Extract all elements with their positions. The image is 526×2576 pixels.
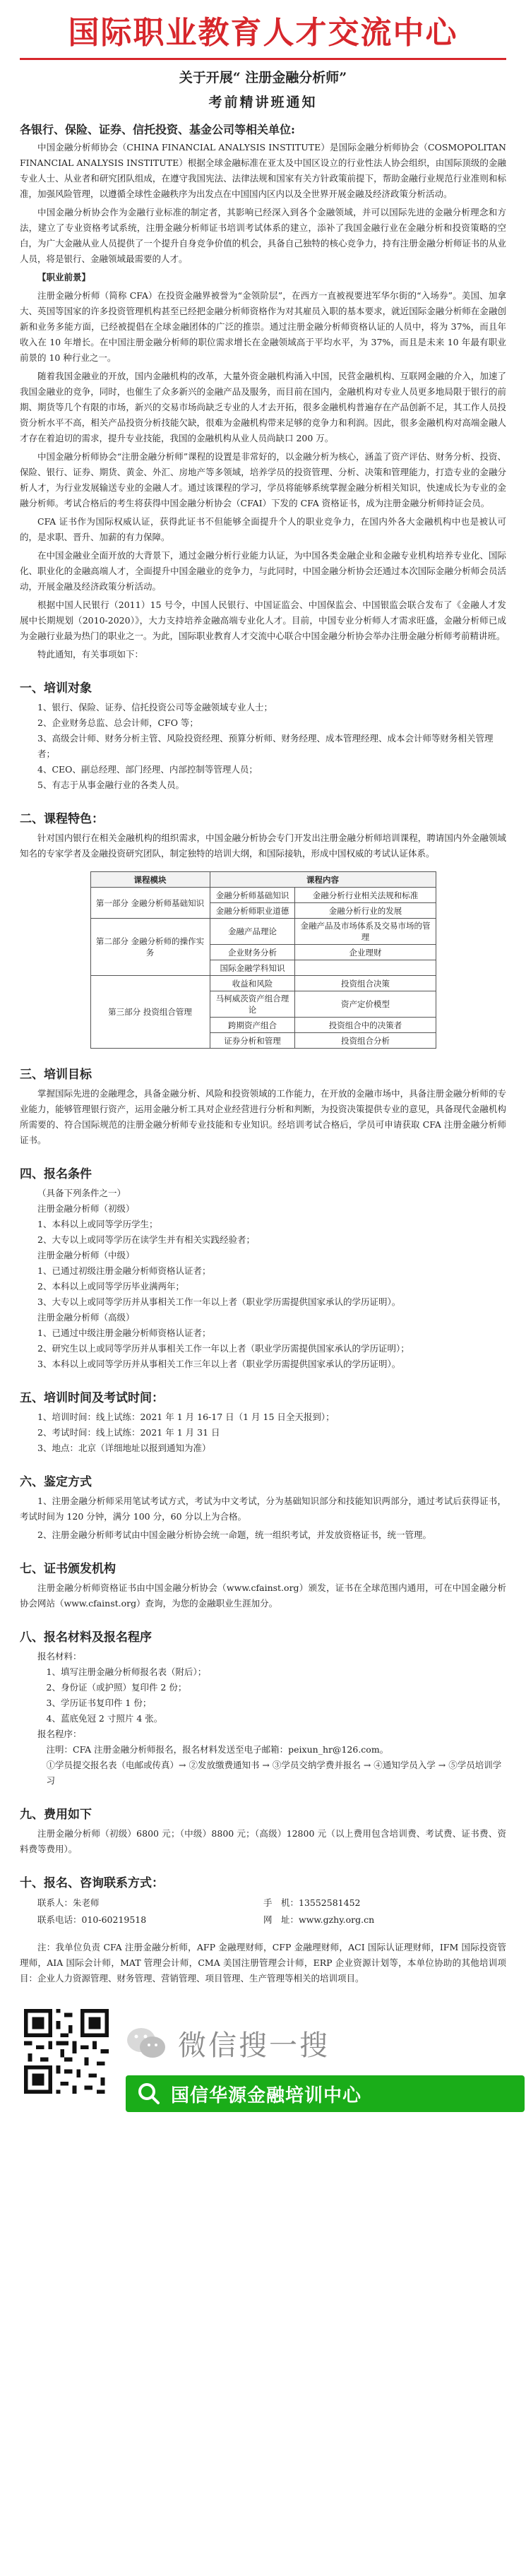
condition-item: 2、本科以上或同等学历毕业满两年； — [37, 1281, 184, 1292]
contact-website[interactable]: 网 址：www.gzhy.org.cn — [263, 1914, 375, 1925]
procedure-title: 报名程序： — [37, 1729, 82, 1739]
course-cell: 跨期资产组合 — [210, 1018, 295, 1033]
wechat-search-label — [126, 2023, 330, 2063]
intro-paragraph: 中国金融分析协会作为金融行业标准的制定者，其影响已经深入到各个金融领域，并可以国际先进的金融分析理念和方法，建立了专业资格考试系统，注册金融分析师证书培训考试体系的建立，添补了我国金融行业在金融分析和投资策略的空白，为广大金融从业人员提供了一个提升自身竞争价值的机会，具备自己独特的核心竞争力，持有注册金融分析师证书的从业人员，将是银行、金融领域最需要的人才。 — [20, 207, 506, 264]
section-heading-assessment: 六、鉴定方式 — [20, 1475, 92, 1489]
course-module-name: 第三部分 投资组合管理 — [90, 976, 210, 1049]
course-cell: 金融分析行业的发展 — [295, 903, 436, 919]
schedule-item: 2、考试时间：线上试练：2021 年 1 月 31 日 — [37, 1427, 220, 1438]
target-item: 5、有志于从事金融行业的各类人员。 — [37, 780, 184, 790]
intro-paragraph: 特此通知，有关事项如下： — [37, 649, 144, 660]
section-heading-targets: 一、培训对象 — [20, 681, 92, 696]
section-heading-conditions: 四、报名条件 — [20, 1167, 92, 1181]
goal-text: 掌握国际先进的金融理念，具备金融分析、风险和投资领域的工作能力，在开放的金融市场中，具备注册金融分析师的专业能力，能够管理银行资产，运用金融分析工具对企业经营进行分析和判断，为投资决策提供专业的意见，具备现代金融机构所需要的、符合国际规范的注册金融分析师专业技能和专业知识。经培训考试合格后，学员可申请获取 CFA 注册金融分析师证书。 — [20, 1088, 506, 1145]
section-heading-materials: 八、报名材料及报名程序 — [20, 1630, 152, 1645]
course-table-header-content: 课程内容 — [210, 872, 436, 888]
intro-paragraph: 在中国金融业全面开放的大背景下，通过金融分析行业能力认证，为中国各类金融企业和金融专业机构培养专业化、国际化、职业化的金融高端人才，全面提升中国金融业的竞争力，与此同时，中国金融分析协会还通过本次国际金融分析师会员活动，开展金融及经济政策分析活动。 — [20, 550, 506, 592]
course-table — [90, 871, 436, 1049]
course-intro: 针对国内银行在相关金融机构的组织需求，中国金融分析协会专门开发出注册金融分析师培训课程，聘请国内外金融领域知名的专家学者及金融投资研究团队，制定独特的培训大纲，和国际接轨，形成中国权威的考试认证体系。 — [20, 833, 506, 859]
assessment-item: 2、注册金融分析师考试由中国金融分析协会统一命题，统一组织考试，并发放资格证书，统一管理。 — [37, 1530, 431, 1540]
schedule-item: 1、培训时间：线上试练：2021 年 1 月 16-17 日（1 月 15 日全天报到）； — [37, 1412, 335, 1422]
course-cell: 企业财务分析 — [210, 945, 295, 960]
section-heading-contact: 十、报名、咨询联系方式： — [20, 1876, 164, 1890]
course-cell: 投资组合中的决策者 — [295, 1018, 436, 1033]
course-cell: 金融分析师基础知识 — [210, 888, 295, 903]
section-heading-course: 二、课程特色： — [20, 812, 104, 826]
condition-item: 1、已通过初级注册金融分析师资格认证者； — [37, 1265, 211, 1276]
assessment-item: 1、注册金融分析师采用笔试考试方式，考试为中文考试，分为基础知识部分和技能知识两部分，通过考试后获得证书，考试时间为 120 分钟，满分 100 分，60 分以上为合格。 — [20, 1496, 506, 1522]
condition-level: 注册金融分析师（初级） — [37, 1203, 135, 1214]
material-item: 3、学历证书复印件 1 份； — [46, 1698, 152, 1708]
section-heading-fees: 九、费用如下 — [20, 1808, 92, 1822]
course-cell: 资产定价模型 — [295, 991, 436, 1018]
course-module-name: 第二部分 金融分析师的操作实务 — [90, 919, 210, 976]
material-item: 1、填写注册金融分析师报名表（附后）； — [46, 1666, 207, 1677]
conditions-intro: （具备下列条件之一） — [37, 1188, 126, 1198]
condition-level: 注册金融分析师（高级） — [37, 1312, 135, 1323]
target-item: 4、CEO、副总经理、部门经理、内部控制等管理人员； — [37, 764, 258, 775]
contact-row — [20, 1912, 506, 1928]
course-cell — [295, 960, 436, 976]
intro-paragraph: 根据中国人民银行（2011）15 号令，中国人民银行、中国证监会、中国保监会、中国银监会联合发布了《金融人才发展中长期规划（2010-2020）》，大力支持培养金融高端专业化人才。目前，中国专业分析师人才需求旺盛，金融分析师已成为金融行业最为热门的职业之一。为此，国际职业教育人才交流中心联合中国金融分析协会举办注册金融分析师考前精讲班。 — [20, 600, 506, 641]
intro-paragraph: 中国金融分析师协会“注册金融分析师”课程的设置是非常好的，以金融分析为核心，涵盖了资产评估、财务分析、投资、保险、银行、证券、期货、黄金、外汇、房地产等多领域，培养学员的投资管理、分析、决策和管理能力，打造专业的金融分析人才，为行业发展输送专业的金融人才。通过该课程的学习，学员将能够系统掌握金融分析相关知识，快速成长为专业的金融分析师。考试合格后的考生将获得中国金融分析协会（CFAI）下发的 CFA 资格证书，成为注册金融分析师持证会员。 — [20, 451, 506, 508]
course-cell: 投资组合决策 — [295, 976, 436, 991]
intro-paragraph: 随着我国金融业的开放，国内金融机构的改革，大量外资金融机构涌入中国，民营金融机构、互联网金融的介入，加速了我国金融业的竞争，同时，也催生了众多新兴的金融产品及服务，而目前在国内，金融机构对专业人员更多地局限于银行的前期、期货等几个有限的市场，新兴的交易市场尚缺乏专业的人才去开拓，很多金融机构普遍存在产品创新不足，其工作人员投资分析水平不高，相关产品投资分析技能欠缺，很难为金融机构带来足够的竞争力和利润。因此，很多金融机构对高端金融人才存在着迫切的需求，提升专业技能，我国的金融机构从业人员尚缺口 200 万。 — [20, 371, 506, 443]
intro-paragraph: 注册金融分析师（简称 CFA）在投资金融界被誉为“金领阶层”，在西方一直被视要进军华尔街的“入场券”。美国、加拿大、英国等国家的许多投资管理机构甚至已经把金融分析师资格作为对其雇员入职的基本要求，就近国际金融分析师在金融创新和业务多能方面，已经被提倡在全球金融团体的广泛的推崇。通过注册金融分析师资格认证的人员中，将为 37%，而且年收入在 10 年增长。在中国注册金融分析师的职位需求增长在金融领域高于平均水平，为 37%，而且是未来 10 年最有职业前景的 10 种行业之一。 — [20, 290, 506, 363]
contact-person: 联系人：朱老师 — [37, 1897, 100, 1908]
footer-note: 注：我单位负责 CFA 注册金融分析师，AFP 金融理财师，CFP 金融理财师，ACI 国际认证理财师，IFM 国际投资管理师，AIA 国际会计师，MAT 管理会计师，CMA 美国注册管理会计师，ERP 企业资源计划等，本单位协助的其他培训项目：企业人力资源管理、财务管理、营销管理、项目管理、生产管理等相关的培训项目。 — [20, 1942, 506, 1984]
course-cell: 金融产品及市场体系及交易市场的管理 — [295, 919, 436, 945]
intro-paragraph: CFA 证书作为国际权威认证，获得此证书不但能够全面提升个人的职业竞争力，在国内外各大金融机构中也是被认可的，是求职、晋升、加薪的有力保障。 — [20, 516, 506, 542]
wechat-search-text: 微信搜一搜 — [178, 2029, 330, 2062]
condition-item: 1、已通过中级注册金融分析师资格认证者； — [37, 1328, 211, 1338]
course-cell: 收益和风险 — [210, 976, 295, 991]
banner-title: 国际职业教育人才交流中心 — [68, 15, 458, 51]
addressee: 各银行、保险、证券、信托投资、基金公司等相关单位: — [20, 123, 295, 136]
condition-item: 2、大专以上或同等学历在读学生并有相关实践经验者； — [37, 1234, 255, 1245]
material-item: 2、身份证（或护照）复印件 2 份； — [46, 1682, 187, 1693]
condition-item: 3、大专以上或同等学历并从事相关工作一年以上者（职业学历需提供国家承认的学历证明）。 — [37, 1296, 401, 1307]
banner-divider — [20, 58, 506, 60]
section-heading-goal: 三、培训目标 — [20, 1068, 92, 1082]
wechat-search-icon — [126, 2026, 167, 2061]
qr-code-icon[interactable] — [24, 2009, 109, 2094]
target-item: 1、银行、保险、证券、信托投资公司等金融领域专业人士； — [37, 702, 273, 712]
course-cell: 金融分析行业相关法规和标准 — [295, 888, 436, 903]
target-item: 2、企业财务总监、总会计师，CFO 等； — [37, 717, 198, 728]
intro-subheading: 【职业前景】 — [37, 272, 91, 282]
contact-phone[interactable]: 联系电话：010-60219518 — [37, 1914, 147, 1925]
section-heading-schedule: 五、培训时间及考试时间： — [20, 1391, 164, 1405]
contact-row — [20, 1895, 506, 1912]
materials-title: 报名材料： — [37, 1651, 82, 1662]
contact-mobile[interactable]: 手 机：13552581452 — [263, 1897, 361, 1908]
search-icon — [137, 2082, 161, 2106]
course-cell: 金融分析师职业道德 — [210, 903, 295, 919]
wechat-footer — [20, 2003, 506, 2137]
intro-paragraph: 中国金融分析师协会（CHINA FINANCIAL ANALYSIS INSTITUTE）是国际金融分析师协会（COSMOPOLITAN FINANCIAL ANALYSIS INSTITUTE）根据全球金融标准在亚太及中国区设立的行业性法人协会组织，由国际顶级的金融专业人士、从业者和研究团队组成，在遵守我国宪法、法律法规和国家有关方针政策前提下，帮助金融行业规范行业准则和标准，加强风险管理，以遵循全球性金融秩序为出发点在中国国内区内以及全世界开展金融及经济政策分析活动。 — [20, 142, 506, 199]
condition-item: 3、本科以上或同等学历并从事相关工作三年以上者（职业学历需提供国家承认的学历证明）。 — [37, 1359, 401, 1369]
course-table-header-module: 课程模块 — [90, 872, 210, 888]
notice-subtitle: 考前精讲班通知 — [208, 95, 318, 110]
condition-level: 注册金融分析师（中级） — [37, 1250, 135, 1260]
section-heading-cert: 七、证书颁发机构 — [20, 1562, 116, 1576]
notice-body — [0, 121, 526, 1986]
course-cell: 国际金融学科知识 — [210, 960, 295, 976]
material-item: 4、蓝底免冠 2 寸照片 4 张。 — [46, 1713, 163, 1724]
course-cell: 企业理财 — [295, 945, 436, 960]
condition-item: 2、研究生以上或同等学历并从事相关工作一年以上者（职业学历需提供国家承认的学历证明）； — [37, 1343, 410, 1354]
course-cell: 马柯威茨资产组合理论 — [210, 991, 295, 1018]
course-cell: 证券分析和管理 — [210, 1033, 295, 1049]
banner — [0, 0, 526, 60]
notice-title: 关于开展“ 注册金融分析师” — [179, 70, 347, 85]
condition-item: 1、本科以上或同等学历学生； — [37, 1219, 158, 1229]
course-module-name: 第一部分 金融分析师基础知识 — [90, 888, 210, 919]
wechat-account-name: 国信华源金融培训中心 — [171, 2085, 362, 2106]
schedule-item: 3、地点：北京（详细地址以报到通知为准） — [37, 1443, 211, 1453]
cert-org-text: 注册金融分析师资格证书由中国金融分析协会（www.cfainst.org）颁发，证书在全球范围内通用，可在中国金融分析协会网站（www.cfainst.org）查询，为您的金融职业生涯加分。 — [20, 1582, 506, 1609]
course-cell: 投资组合分析 — [295, 1033, 436, 1049]
procedure-email-line: 注明：CFA 注册金融分析师报名，报名材料发送至电子邮箱：peixun_hr@126.com。 — [46, 1744, 389, 1755]
target-item: 3、高级会计师、财务分析主管、风险投资经理、预算分析师、财务经理、成本管理经理、成本会计师等财务相关管理者； — [37, 733, 494, 759]
course-cell: 金融产品理论 — [210, 919, 295, 945]
fee-text: 注册金融分析师（初级）6800 元；（中级）8800 元；（高级）12800 元（以上费用包含培训费、考试费、证书费、资料费等费用）。 — [20, 1828, 506, 1854]
procedure-steps: ①学员提交报名表（电邮或传真）→ ②发放缴费通知书 → ③学员交纳学费并报名 → ④通知学员入学 → ⑤学员培训学习 — [46, 1760, 502, 1786]
wechat-account-search-bar[interactable] — [126, 2075, 525, 2112]
